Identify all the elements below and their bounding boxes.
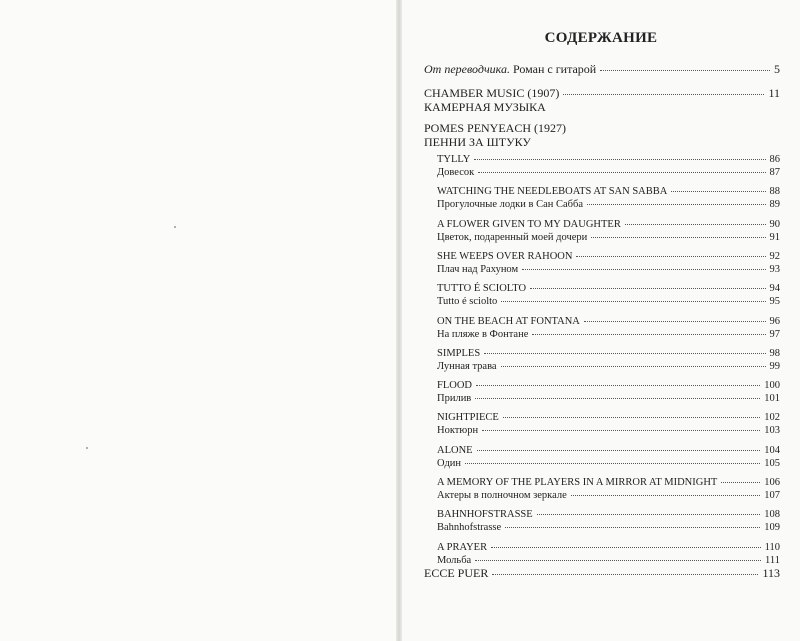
toc-entry-poem-title-en[interactable] (437, 509, 780, 521)
toc-entry-label: На пляже в Фонтане (437, 328, 529, 340)
page-number: 97 (769, 328, 780, 340)
toc-entry-label: Довесок (437, 167, 475, 178)
toc-entry-poem-title-en[interactable] (437, 445, 780, 457)
page-title: СОДЕРЖАНИЕ (544, 30, 658, 46)
page-number: 96 (769, 315, 780, 327)
pomes-subtitle: ПЕННИ ЗА ШТУКУ (424, 135, 531, 149)
page-number: 11 (768, 86, 780, 100)
page-number: 95 (769, 296, 780, 308)
toc-entry-label (424, 62, 596, 76)
toc-entry-preface[interactable] (424, 62, 780, 76)
dot-leader (625, 223, 766, 225)
toc-entry-poem-title-ru[interactable] (437, 167, 780, 179)
toc-entry-label: BAHNHOFSTRASSE (437, 509, 533, 521)
page-number: 99 (769, 360, 780, 372)
toc-entry-label: FLOOD (437, 380, 473, 392)
toc-entry-poem-title-ru[interactable] (437, 425, 780, 437)
toc-entry-poem-title-en[interactable] (437, 542, 780, 554)
toc-entry-label: SHE WEEPS OVER RAHOON (437, 250, 573, 262)
dot-leader (484, 352, 765, 354)
toc-entry-label: Прилив (437, 393, 472, 405)
dot-leader (530, 287, 765, 289)
dot-leader (537, 513, 761, 515)
toc-entry-label: Цветок, подаренный моей дочери (437, 231, 588, 243)
dot-leader (482, 429, 760, 431)
page-number: 100 (764, 380, 780, 392)
dot-leader (505, 526, 760, 528)
dot-leader (492, 573, 758, 575)
dot-leader (532, 333, 765, 335)
page-number: 107 (764, 490, 780, 501)
page-number: 98 (769, 347, 780, 359)
toc-entry-poem-title-ru[interactable] (437, 393, 780, 405)
dot-leader (476, 384, 760, 386)
dot-leader (721, 481, 760, 483)
toc-entry-poem-title-ru[interactable] (437, 296, 780, 308)
page-number: 94 (769, 283, 780, 295)
toc-entry-poem-title-ru[interactable] (437, 522, 780, 534)
toc-entry-label: A PRAYER (437, 541, 488, 553)
chamber-subtitle: КАМЕРНАЯ МУЗЫКА (424, 100, 546, 114)
toc-entry-poem-title-en[interactable] (437, 477, 780, 489)
toc-entry-poem-title-ru[interactable] (437, 555, 780, 567)
toc-entry-label: ALONE (437, 444, 473, 456)
toc-entry-label: TYLLY (437, 154, 471, 165)
dot-leader (475, 397, 760, 399)
toc-entry-poem-title-en[interactable] (437, 219, 780, 231)
dot-leader (475, 559, 761, 561)
toc-entry-poem-title-en[interactable] (437, 316, 780, 328)
toc-entry-label: Актеры в полночном зеркале (437, 490, 567, 501)
toc-entry-label: ECCE PUER (424, 566, 489, 580)
toc-entry-label: ON THE BEACH AT FONTANA (437, 315, 580, 327)
dot-leader (522, 268, 765, 270)
toc-entry-poem-title-en[interactable] (437, 380, 780, 392)
toc-entry-poem-title-ru[interactable] (437, 199, 780, 211)
page-number: 103 (764, 425, 780, 437)
page-number: 110 (764, 541, 780, 553)
page-number: 109 (764, 522, 780, 534)
dot-leader (584, 320, 766, 322)
toc-entry-poem-title-en[interactable] (437, 251, 780, 263)
page-number: 86 (769, 154, 780, 165)
dot-leader (503, 416, 760, 418)
page-number: 89 (769, 199, 780, 211)
dot-leader (563, 93, 764, 95)
dot-leader (571, 494, 761, 496)
page-number: 5 (774, 62, 780, 76)
toc-entry-poem-title-en[interactable] (437, 154, 780, 166)
toc-entry-label: Лунная трава (437, 360, 497, 372)
page-number: 93 (769, 263, 780, 275)
preface-label-rest: Роман с гитарой (510, 62, 597, 76)
toc-entry-poem-title-ru[interactable] (437, 329, 780, 341)
preface-label-italic: От переводчика. (424, 62, 510, 76)
page-number: 104 (764, 444, 780, 456)
page-number: 101 (764, 393, 780, 405)
dot-leader (671, 190, 765, 192)
toc-entry-label: Мольба (437, 554, 472, 566)
page-number: 92 (769, 250, 780, 262)
toc-entry-poem-title-ru[interactable] (437, 361, 780, 373)
toc-entry-label: CHAMBER MUSIC (1907) (424, 86, 560, 100)
page-number: 111 (765, 554, 780, 566)
dot-leader (600, 69, 770, 71)
toc-entry-label: Ноктюрн (437, 425, 479, 437)
dot-leader (501, 300, 765, 302)
toc-entry-label: Один (437, 457, 462, 469)
page-number: 88 (769, 186, 780, 198)
toc-entry-poem-title-en[interactable] (437, 348, 780, 360)
page-number: 102 (764, 412, 780, 424)
toc-entry-poem-title-ru[interactable] (437, 490, 780, 502)
toc-entry-label: TUTTO É SCIOLTO (437, 283, 527, 295)
toc-entry-label: A FLOWER GIVEN TO MY DAUGHTER (437, 218, 621, 230)
toc-entry-label: Tutto é sciolto (437, 296, 498, 308)
toc-entry-label: WATCHING THE NEEDLEBOATS AT SAN SABBA (437, 186, 668, 198)
toc-entry-poem-title-en[interactable] (437, 283, 780, 295)
toc-entry-poem-title-ru[interactable] (437, 458, 780, 470)
toc-entry-label: A MEMORY OF THE PLAYERS IN A MIRROR AT MIDNIGHT (437, 477, 718, 488)
page-number: 106 (764, 477, 780, 488)
page-number: 108 (764, 509, 780, 521)
toc-entry-ecce-puer[interactable] (424, 566, 780, 580)
page-number: 105 (764, 457, 780, 469)
toc-entry-label: SIMPLES (437, 347, 481, 359)
toc-entry-chamber-music[interactable] (424, 86, 780, 100)
dot-leader (478, 171, 765, 173)
toc-entry-label: Прогулочные лодки в Сан Сабба (437, 199, 584, 211)
dot-leader (477, 449, 761, 451)
toc-entry-poem-title-en[interactable] (437, 412, 780, 424)
dot-leader (587, 203, 765, 205)
dot-leader (591, 236, 765, 238)
page-number: 87 (769, 167, 780, 178)
toc-entry-label: Bahnhofstrasse (437, 522, 502, 534)
toc-entry-poem-title-en[interactable] (437, 186, 780, 198)
page-number: 90 (769, 218, 780, 230)
dot-leader (576, 255, 765, 257)
dot-leader (491, 546, 761, 548)
page-number: 91 (769, 231, 780, 243)
page-number: 113 (762, 566, 780, 580)
dot-leader (501, 365, 766, 367)
toc-entry-poem-title-ru[interactable] (437, 264, 780, 276)
pomes-heading: POMES PENYEACH (1927) (424, 121, 567, 135)
toc-entry-label: Плач над Рахуном (437, 263, 519, 275)
toc-entry-label: NIGHTPIECE (437, 412, 499, 424)
toc-entry-poem-title-ru[interactable] (437, 232, 780, 244)
dot-leader (474, 158, 765, 160)
dot-leader (465, 462, 760, 464)
